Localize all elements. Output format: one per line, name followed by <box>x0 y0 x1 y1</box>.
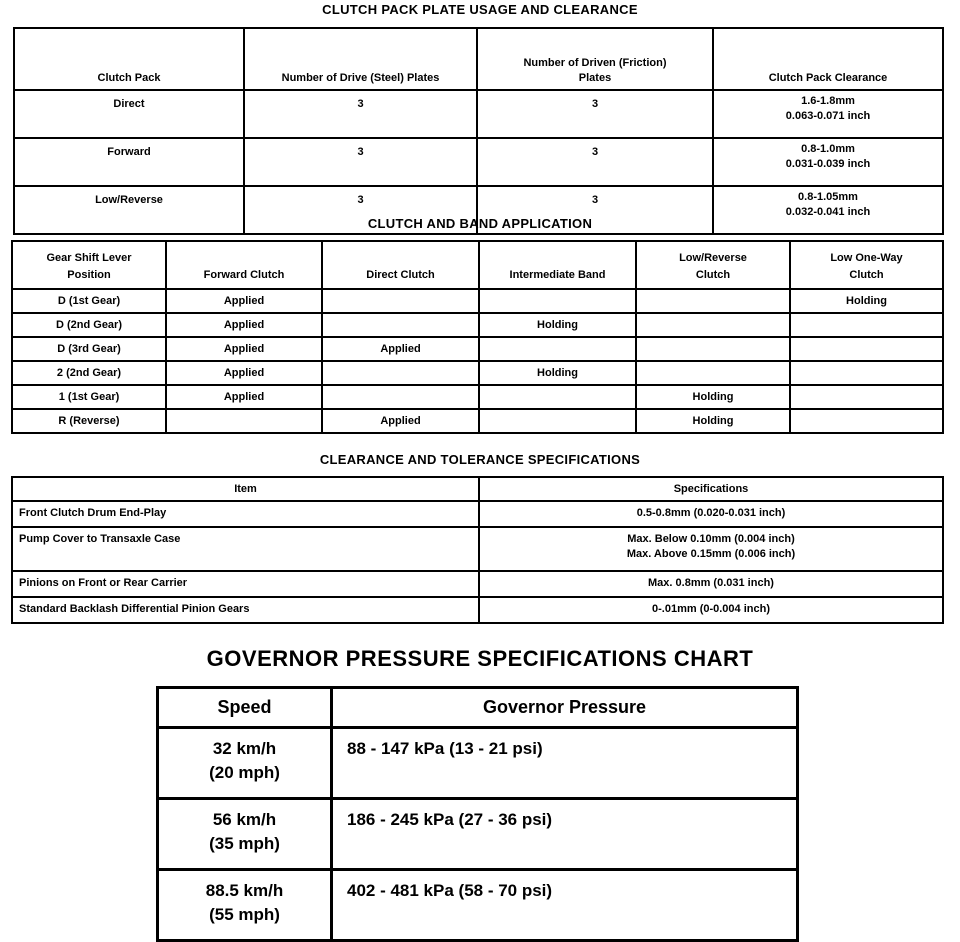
cell-intermediate <box>479 409 636 433</box>
cell-pressure: 88 - 147 kPa (13 - 21 psi) <box>332 728 798 799</box>
clearance-mm: 0.8-1.05mm <box>798 191 858 203</box>
cell-intermediate: Holding <box>479 313 636 337</box>
band-application-title: CLUTCH AND BAND APPLICATION <box>367 216 593 231</box>
governor-table <box>156 686 799 942</box>
speed-kmh: 88.5 km/h <box>205 881 284 900</box>
cell-one-way <box>790 313 943 337</box>
cell-pack: Low/Reverse <box>14 186 244 234</box>
cell-direct <box>322 289 479 313</box>
header-item: Item <box>12 477 479 501</box>
table-header-row <box>12 477 943 501</box>
cell-one-way <box>790 385 943 409</box>
cell-pressure: 402 - 481 kPa (58 - 70 psi) <box>332 870 798 941</box>
cell-low-reverse <box>636 337 790 361</box>
header-low-reverse-clutch <box>636 241 790 289</box>
cell-clearance <box>713 138 943 186</box>
header-speed: Speed <box>158 688 332 728</box>
cell-one-way <box>790 409 943 433</box>
table-row <box>14 90 943 138</box>
table-row <box>158 728 798 799</box>
header-line2: Position <box>67 269 111 281</box>
cell-forward: Applied <box>166 289 322 313</box>
table-header-row <box>14 28 943 90</box>
cell-direct <box>322 313 479 337</box>
cell-intermediate: Holding <box>479 361 636 385</box>
header-clutch-pack: Clutch Pack <box>14 28 244 90</box>
cell-position: D (2nd Gear) <box>12 313 166 337</box>
table-row <box>12 313 943 337</box>
cell-position: R (Reverse) <box>12 409 166 433</box>
header-forward-clutch <box>166 241 322 289</box>
cell-low-reverse <box>636 361 790 385</box>
header-specifications: Specifications <box>479 477 943 501</box>
header-line1: Gear Shift Lever <box>46 252 132 264</box>
clearance-in: 0.063-0.071 inch <box>785 110 871 122</box>
table-row <box>12 571 943 597</box>
cell-speed <box>158 870 332 941</box>
table-row <box>12 337 943 361</box>
cell-position: 1 (1st Gear) <box>12 385 166 409</box>
cell-spec <box>479 597 943 623</box>
table-row <box>158 870 798 941</box>
cell-direct <box>322 385 479 409</box>
cell-speed <box>158 728 332 799</box>
cell-item: Front Clutch Drum End-Play <box>12 501 479 527</box>
table-header-row <box>12 241 943 289</box>
header-clearance: Clutch Pack Clearance <box>713 28 943 90</box>
header-driven-line2: Plates <box>578 72 612 84</box>
cell-intermediate <box>479 289 636 313</box>
cell-pressure: 186 - 245 kPa (27 - 36 psi) <box>332 799 798 870</box>
header-driven-line1: Number of Driven (Friction) <box>523 57 667 69</box>
cell-position: D (3rd Gear) <box>12 337 166 361</box>
cell-forward: Applied <box>166 361 322 385</box>
speed-mph: (20 mph) <box>209 763 280 782</box>
cell-spec <box>479 501 943 527</box>
cell-drive: 3 <box>244 186 477 234</box>
cell-forward: Applied <box>166 313 322 337</box>
cell-driven: 3 <box>477 186 713 234</box>
cell-intermediate <box>479 337 636 361</box>
cell-item: Pinions on Front or Rear Carrier <box>12 571 479 597</box>
cell-forward <box>166 409 322 433</box>
speed-mph: (55 mph) <box>209 905 280 924</box>
cell-low-reverse <box>636 289 790 313</box>
table-row <box>12 409 943 433</box>
cell-item: Pump Cover to Transaxle Case <box>12 527 479 571</box>
header-line1: Low/Reverse <box>679 252 747 264</box>
clearance-in: 0.031-0.039 inch <box>785 158 871 170</box>
cell-intermediate <box>479 385 636 409</box>
cell-drive: 3 <box>244 90 477 138</box>
cell-direct <box>322 361 479 385</box>
header-governor-pressure: Governor Pressure <box>332 688 798 728</box>
clearance-in: 0.032-0.041 inch <box>785 206 871 218</box>
clutch-pack-table <box>13 27 944 235</box>
cell-forward: Applied <box>166 385 322 409</box>
cell-drive: 3 <box>244 138 477 186</box>
table-row <box>14 138 943 186</box>
tolerance-table <box>11 476 944 624</box>
cell-low-reverse: Holding <box>636 385 790 409</box>
header-line2: Direct Clutch <box>366 269 435 281</box>
header-line1: Low One-Way <box>830 252 903 264</box>
header-line2: Intermediate Band <box>509 269 606 281</box>
spec-line1: 0-.01mm (0-0.004 inch) <box>652 603 770 615</box>
table-row <box>12 289 943 313</box>
cell-forward: Applied <box>166 337 322 361</box>
cell-direct: Applied <box>322 409 479 433</box>
speed-kmh: 56 km/h <box>212 810 277 829</box>
cell-speed <box>158 799 332 870</box>
header-line2: Forward Clutch <box>203 269 285 281</box>
speed-mph: (35 mph) <box>209 834 280 853</box>
clearance-mm: 0.8-1.0mm <box>801 143 855 155</box>
header-drive-plates: Number of Drive (Steel) Plates <box>244 28 477 90</box>
cell-one-way <box>790 361 943 385</box>
cell-direct: Applied <box>322 337 479 361</box>
header-line2: Clutch <box>849 269 884 281</box>
cell-position: 2 (2nd Gear) <box>12 361 166 385</box>
cell-position: D (1st Gear) <box>12 289 166 313</box>
header-gear-position <box>12 241 166 289</box>
speed-kmh: 32 km/h <box>212 739 277 758</box>
spec-line2: Max. Above 0.15mm (0.006 inch) <box>626 548 796 560</box>
spec-line1: Max. Below 0.10mm (0.004 inch) <box>627 533 795 545</box>
cell-item: Standard Backlash Differential Pinion Gears <box>12 597 479 623</box>
table-row <box>158 799 798 870</box>
cell-driven: 3 <box>477 90 713 138</box>
header-driven-plates <box>477 28 713 90</box>
cell-one-way: Holding <box>790 289 943 313</box>
table-row <box>12 501 943 527</box>
table-row <box>12 385 943 409</box>
table-row <box>12 597 943 623</box>
spec-line1: Max. 0.8mm (0.031 inch) <box>648 577 774 589</box>
cell-one-way <box>790 337 943 361</box>
header-direct-clutch <box>322 241 479 289</box>
spec-line1: 0.5-0.8mm (0.020-0.031 inch) <box>636 507 786 519</box>
band-application-table <box>11 240 944 434</box>
cell-spec <box>479 527 943 571</box>
header-intermediate-band <box>479 241 636 289</box>
cell-low-reverse: Holding <box>636 409 790 433</box>
table-header-row <box>158 688 798 728</box>
cell-low-reverse <box>636 313 790 337</box>
cell-pack: Direct <box>14 90 244 138</box>
cell-clearance <box>713 90 943 138</box>
tolerance-title: CLEARANCE AND TOLERANCE SPECIFICATIONS <box>319 452 641 467</box>
governor-title: GOVERNOR PRESSURE SPECIFICATIONS CHART <box>206 646 754 671</box>
table-row <box>12 361 943 385</box>
clearance-mm: 1.6-1.8mm <box>801 95 855 107</box>
cell-driven: 3 <box>477 138 713 186</box>
header-low-one-way-clutch <box>790 241 943 289</box>
cell-pack: Forward <box>14 138 244 186</box>
clutch-pack-title: CLUTCH PACK PLATE USAGE AND CLEARANCE <box>322 2 638 17</box>
table-row <box>12 527 943 571</box>
cell-spec <box>479 571 943 597</box>
header-line2: Clutch <box>695 269 731 281</box>
